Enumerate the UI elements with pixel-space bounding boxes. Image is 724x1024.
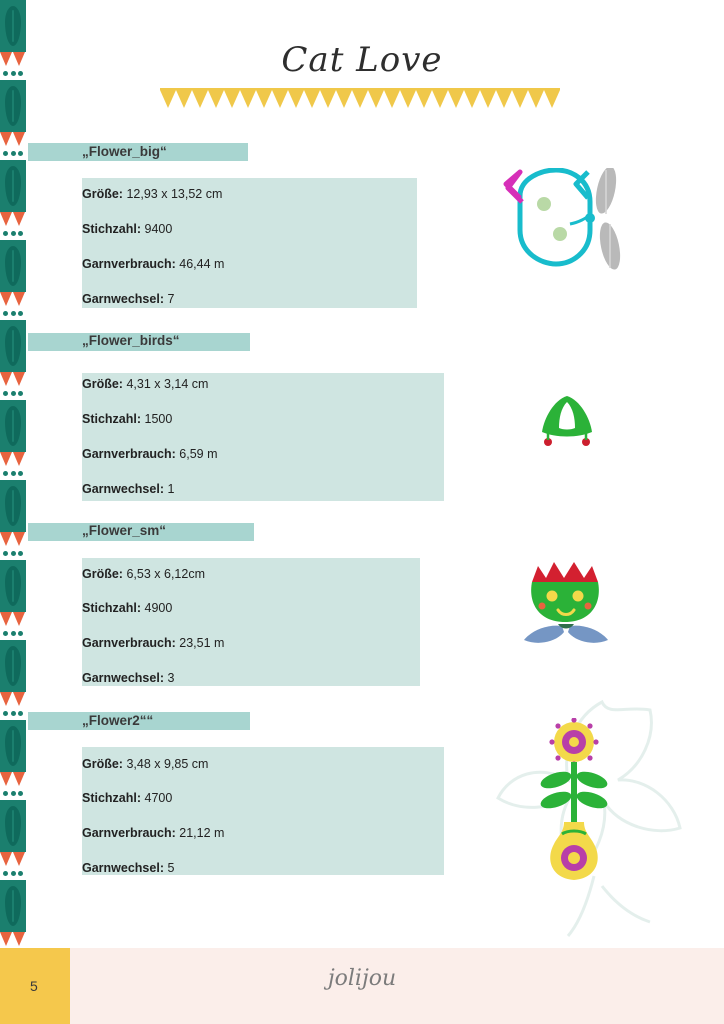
flower-in-vase-motif: [528, 718, 620, 886]
border-dots: [0, 308, 26, 320]
border-leaf: [0, 240, 26, 292]
spec-4-1: [82, 791, 172, 805]
spec-label: Garnwechsel:: [82, 861, 164, 875]
spec-value: 5: [167, 861, 175, 875]
spec-value: 1500: [144, 412, 173, 426]
spec-4-2: [82, 826, 224, 840]
border-dots: [0, 388, 26, 400]
spec-label: Stichzahl:: [82, 601, 142, 615]
page-title: Cat Love: [281, 40, 443, 80]
tulip-face-motif: [514, 560, 618, 656]
spec-1-1: [82, 222, 172, 236]
spec-label: Garnwechsel:: [82, 671, 164, 685]
spec-label: Größe:: [82, 187, 123, 201]
border-triangles: [0, 132, 26, 148]
border-dots: [0, 708, 26, 720]
border-dots: [0, 868, 26, 880]
spec-3-1: [82, 601, 172, 615]
section-title-1: „Flower_big“: [82, 144, 167, 159]
spec-2-0: [82, 377, 208, 391]
decorative-left-border: [0, 0, 26, 948]
spec-value: 12,93 x 13,52 cm: [126, 187, 223, 201]
border-dots: [0, 548, 26, 560]
border-triangles: [0, 212, 26, 228]
spec-label: Größe:: [82, 757, 123, 771]
brand-name: jolijou: [327, 966, 397, 991]
spec-value: 1: [167, 482, 175, 496]
spec-value: 3: [167, 671, 175, 685]
border-dots: [0, 788, 26, 800]
spec-value: 46,44 m: [179, 257, 225, 271]
page-number: 5: [30, 978, 38, 994]
border-triangles: [0, 772, 26, 788]
spec-label: Größe:: [82, 567, 123, 581]
spec-3-0: [82, 567, 205, 581]
border-triangles: [0, 372, 26, 388]
border-leaf: [0, 720, 26, 772]
small-green-flower-motif: [534, 392, 600, 454]
spec-label: Garnverbrauch:: [82, 636, 176, 650]
spec-value: 21,12 m: [179, 826, 225, 840]
border-triangles: [0, 292, 26, 308]
spec-label: Stichzahl:: [82, 791, 142, 805]
spec-4-0: [82, 757, 208, 771]
spec-label: Garnwechsel:: [82, 292, 164, 306]
spec-3-3: [82, 671, 174, 685]
border-leaf: [0, 880, 26, 932]
border-dots: [0, 628, 26, 640]
spec-label: Stichzahl:: [82, 412, 142, 426]
border-triangles: [0, 612, 26, 628]
spec-label: Garnverbrauch:: [82, 826, 176, 840]
cat-face-motif: [498, 168, 638, 298]
border-triangles: [0, 852, 26, 868]
spec-1-3: [82, 292, 174, 306]
border-dots: [0, 228, 26, 240]
spec-label: Stichzahl:: [82, 222, 142, 236]
border-leaf: [0, 320, 26, 372]
border-triangles: [0, 932, 26, 948]
border-leaf: [0, 480, 26, 532]
spec-3-2: [82, 636, 224, 650]
border-leaf: [0, 400, 26, 452]
border-leaf: [0, 560, 26, 612]
spec-label: Garnwechsel:: [82, 482, 164, 496]
zigzag-divider: [160, 88, 560, 110]
spec-value: 23,51 m: [179, 636, 225, 650]
spec-value: 6,53 x 6,12cm: [126, 567, 205, 581]
border-dots: [0, 468, 26, 480]
border-leaf: [0, 160, 26, 212]
spec-2-2: [82, 447, 217, 461]
border-leaf: [0, 800, 26, 852]
border-triangles: [0, 532, 26, 548]
border-triangles: [0, 452, 26, 468]
spec-value: 6,59 m: [179, 447, 218, 461]
spec-label: Garnverbrauch:: [82, 257, 176, 271]
spec-value: 4,31 x 3,14 cm: [126, 377, 209, 391]
spec-label: Garnverbrauch:: [82, 447, 176, 461]
spec-value: 4700: [144, 791, 173, 805]
spec-1-2: [82, 257, 224, 271]
spec-value: 3,48 x 9,85 cm: [126, 757, 209, 771]
spec-value: 9400: [144, 222, 173, 236]
spec-label: Größe:: [82, 377, 123, 391]
border-leaf: [0, 640, 26, 692]
section-title-2: „Flower_birds“: [82, 333, 180, 348]
section-title-4: „Flower2““: [82, 713, 154, 728]
section-title-3: „Flower_sm“: [82, 523, 167, 538]
spec-1-0: [82, 187, 222, 201]
spec-4-3: [82, 861, 174, 875]
spec-value: 7: [167, 292, 175, 306]
spec-2-3: [82, 482, 174, 496]
border-dots: [0, 148, 26, 160]
border-leaf: [0, 80, 26, 132]
border-triangles: [0, 692, 26, 708]
spec-value: 4900: [144, 601, 173, 615]
spec-2-1: [82, 412, 172, 426]
